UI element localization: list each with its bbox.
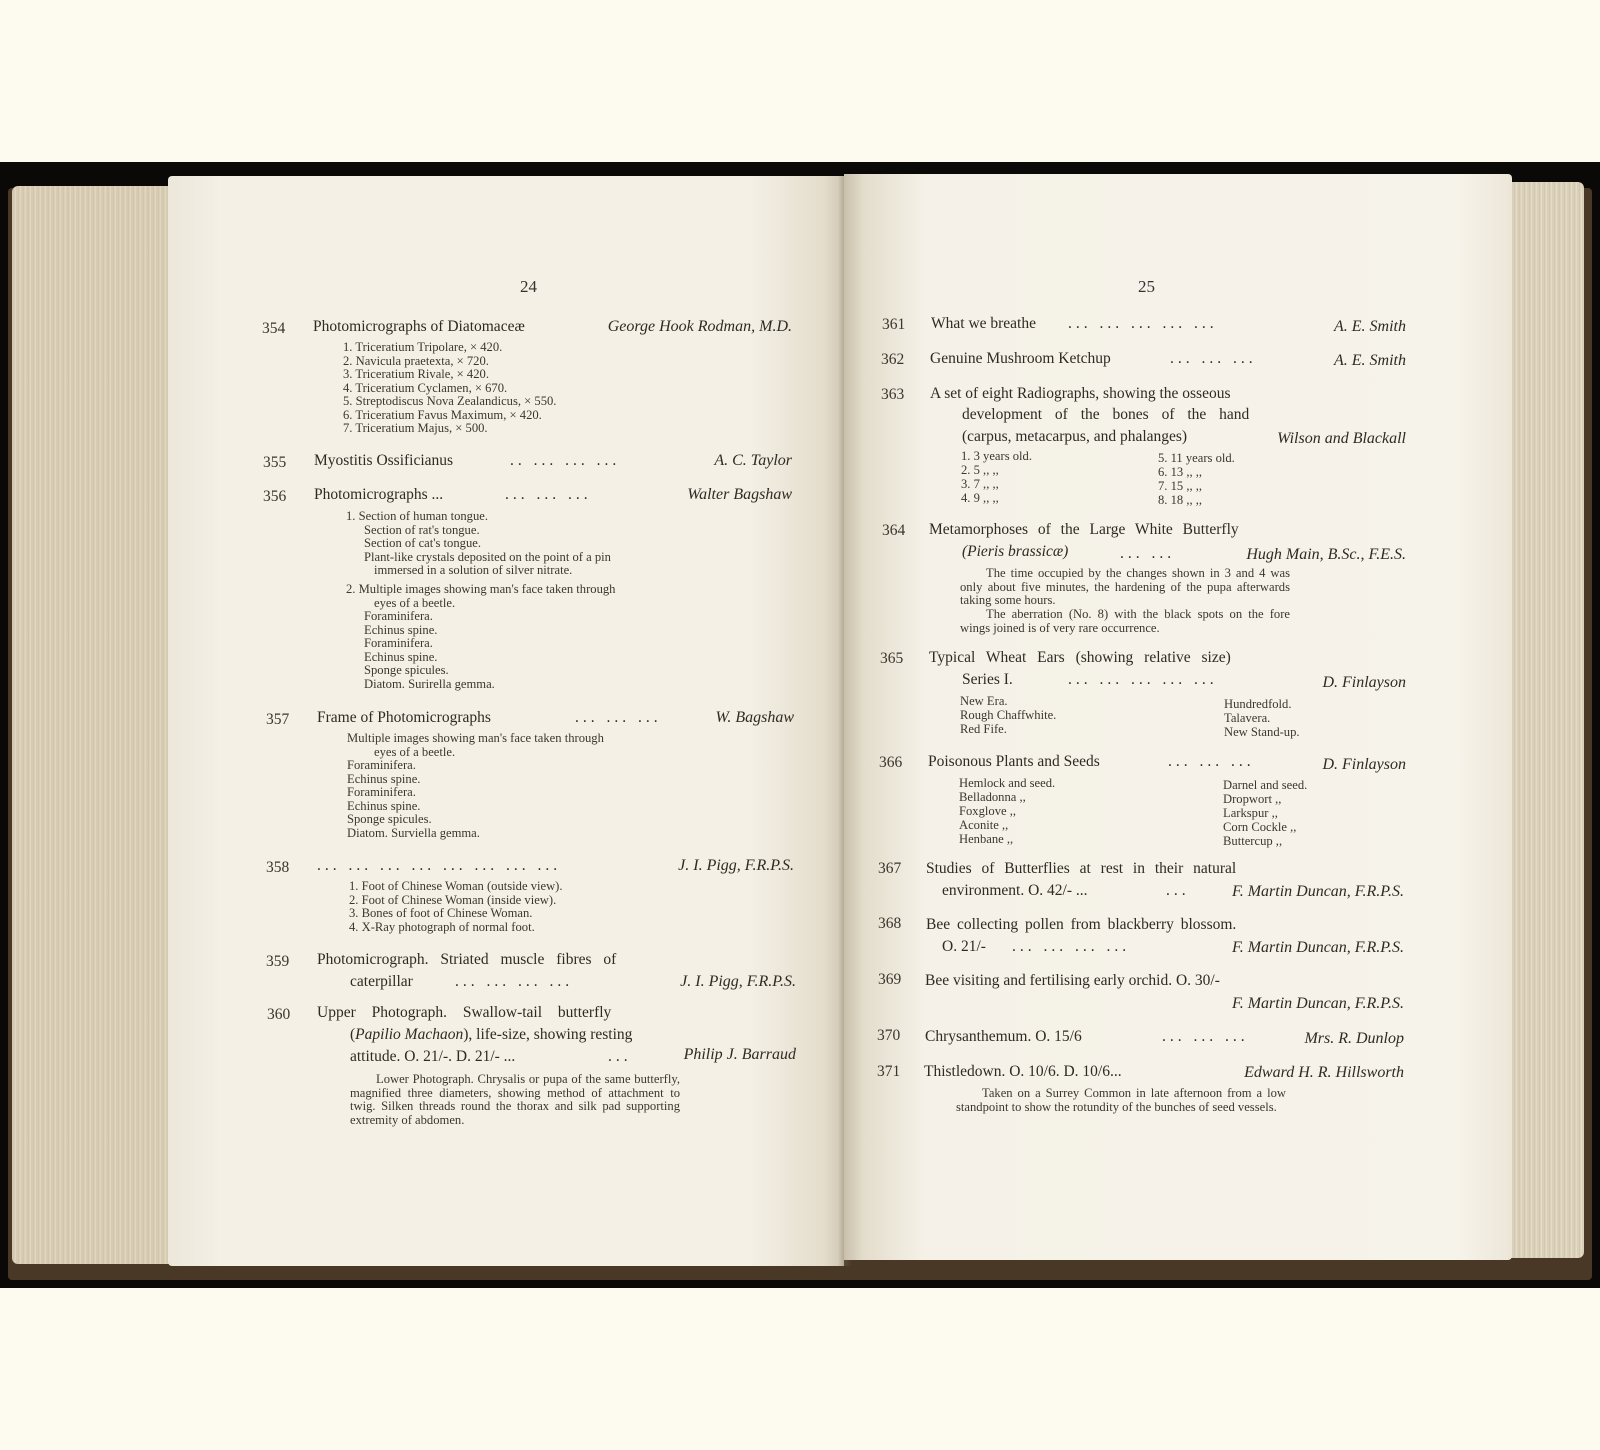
entry-title: What we breathe bbox=[931, 315, 1036, 332]
entry-description: The time occupied by the changes shown in 3 and 4 was only about five minutes, the hardening of the pupa afterwards taking some hours. bbox=[960, 566, 1290, 608]
entry-number: 366 bbox=[879, 754, 903, 771]
entry-number: 364 bbox=[882, 522, 906, 539]
entry-number: 359 bbox=[266, 953, 290, 970]
entry-title: Frame of Photomicrographs bbox=[317, 709, 491, 726]
entry-title: Photomicrograph. Striated muscle fibres of bbox=[317, 951, 617, 968]
list-item: immersed in a solution of silver nitrate. bbox=[374, 563, 573, 577]
entry-author: Wilson and Blackall bbox=[1277, 430, 1406, 447]
list-item: eyes of a beetle. bbox=[374, 596, 456, 610]
entry-author: A. C. Taylor bbox=[714, 452, 792, 469]
entry-number: 358 bbox=[266, 859, 290, 876]
entry-number: 367 bbox=[878, 860, 902, 877]
entry-author: Edward H. R. Hillsworth bbox=[1244, 1064, 1404, 1081]
list-item: Hemlock and seed. bbox=[959, 776, 1056, 790]
list-item: eyes of a beetle. bbox=[374, 745, 456, 759]
paren: ( bbox=[350, 1026, 356, 1043]
entry-title-continued: caterpillar bbox=[350, 973, 413, 990]
list-item: 8. 18 ,, ,, bbox=[1158, 493, 1203, 507]
species-name: (Pieris brassicæ) bbox=[962, 543, 1069, 560]
list-item: 5. 11 years old. bbox=[1158, 451, 1235, 465]
list-item: 2. 5 ,, ,, bbox=[961, 463, 999, 477]
entry-title-continued: environment. O. 42/- ... bbox=[942, 882, 1088, 899]
list-item: Diatom. Surviella gemma. bbox=[347, 826, 480, 840]
list-item: Larkspur ,, bbox=[1223, 806, 1278, 820]
entry-title: Typical Wheat Ears (showing relative size) bbox=[929, 649, 1231, 666]
list-item: Talavera. bbox=[1224, 711, 1271, 725]
entry-author: Philip J. Barraud bbox=[683, 1046, 796, 1063]
list-item: Sponge spicules. bbox=[364, 663, 449, 677]
species-name: Papilio Machaon bbox=[355, 1026, 464, 1043]
entry-title: A set of eight Radiographs, showing the osseous bbox=[930, 385, 1231, 402]
entry-leader-dots: ... ... ... bbox=[1162, 1028, 1249, 1045]
list-item: Foraminifera. bbox=[364, 609, 433, 623]
list-item: 4. X-Ray photograph of normal foot. bbox=[349, 920, 535, 934]
list-item: 1. Triceratium Tripolare, × 420. bbox=[343, 340, 503, 354]
list-item: Henbane ,, bbox=[959, 832, 1014, 846]
entry-author: A. E. Smith bbox=[1334, 352, 1406, 369]
entry-title: Thistledown. O. 10/6. D. 10/6... bbox=[924, 1063, 1122, 1080]
list-item: Multiple images showing man's face taken through bbox=[347, 731, 604, 745]
entry-author: W. Bagshaw bbox=[715, 709, 794, 726]
entry-title: Upper Photograph. Swallow-tail butterfly bbox=[317, 1004, 612, 1021]
entry-title-continued: O. 21/- bbox=[942, 938, 986, 955]
list-item: New Era. bbox=[960, 694, 1008, 708]
entry-number: 371 bbox=[877, 1063, 901, 1080]
entry-leader-dots: ... ... bbox=[1120, 545, 1176, 562]
list-item: New Stand-up. bbox=[1224, 725, 1300, 739]
entry-description: Taken on a Surrey Common in late afternoon from a low standpoint to show the rotundity of the bunches of seed vessels. bbox=[956, 1086, 1286, 1114]
entry-author: J. I. Pigg, F.R.P.S. bbox=[678, 857, 794, 874]
list-item: Plant-like crystals deposited on the point of a pin bbox=[364, 550, 611, 564]
entry-number: 357 bbox=[266, 711, 290, 728]
list-item: Darnel and seed. bbox=[1223, 778, 1308, 792]
entry-title-continued bbox=[350, 1026, 632, 1044]
entry-author: Mrs. R. Dunlop bbox=[1304, 1030, 1404, 1047]
entry-author: Walter Bagshaw bbox=[687, 486, 792, 503]
list-item: Corn Cockle ,, bbox=[1223, 820, 1297, 834]
entry-author: D. Finlayson bbox=[1322, 674, 1406, 691]
entry-number: 361 bbox=[882, 316, 906, 333]
list-item: 4. 9 ,, ,, bbox=[961, 491, 999, 505]
list-item: 3. Bones of foot of Chinese Woman. bbox=[349, 906, 533, 920]
list-item: Sponge spicules. bbox=[347, 812, 432, 826]
entry-leader-dots: ... ... ... ... ... ... ... ... bbox=[317, 857, 562, 874]
list-item: 5. Streptodiscus Nova Zealandicus, × 550. bbox=[343, 394, 557, 408]
entry-leader-dots: ... ... ... ... ... bbox=[1068, 315, 1218, 332]
entry-description: The aberration (No. 8) with the black spots on the fore wings joined is of very rare occurrence. bbox=[960, 607, 1290, 635]
list-item: Rough Chaffwhite. bbox=[960, 708, 1057, 722]
list-item: 6. Triceratium Favus Maximum, × 420. bbox=[343, 408, 542, 422]
list-item: Dropwort ,, bbox=[1223, 792, 1282, 806]
entry-author: F. Martin Duncan, F.R.P.S. bbox=[1231, 995, 1404, 1012]
list-item: Hundredfold. bbox=[1224, 697, 1292, 711]
list-item: Belladonna ,, bbox=[959, 790, 1026, 804]
entry-number: 356 bbox=[263, 488, 287, 505]
list-item: Buttercup ,, bbox=[1223, 834, 1283, 848]
entry-title: Bee collecting pollen from blackberry blossom. bbox=[926, 916, 1237, 933]
entry-author: F. Martin Duncan, F.R.P.S. bbox=[1231, 939, 1404, 956]
title-text: ), life-size, showing resting bbox=[463, 1026, 633, 1043]
entry-title: Metamorphoses of the Large White Butterfly bbox=[929, 521, 1239, 538]
page-number-left: 24 bbox=[520, 277, 537, 296]
list-item: Echinus spine. bbox=[364, 650, 438, 664]
list-item: Red Fife. bbox=[960, 722, 1007, 736]
right-page-edges bbox=[1508, 182, 1584, 1258]
list-item: Foraminifera. bbox=[364, 636, 433, 650]
list-item: Foraminifera. bbox=[347, 785, 416, 799]
entry-number: 354 bbox=[262, 320, 286, 337]
entry-number: 362 bbox=[881, 351, 905, 368]
entry-number: 365 bbox=[880, 650, 904, 667]
list-item: Foxglove ,, bbox=[959, 804, 1017, 818]
entry-leader-dots: ... ... ... ... ... bbox=[1068, 671, 1218, 688]
entry-author: A. E. Smith bbox=[1334, 318, 1406, 335]
entry-leader-dots: ... ... ... bbox=[575, 709, 662, 726]
entry-title: Bee visiting and fertilising early orchid. O. 30/- bbox=[925, 972, 1220, 989]
list-item: 2. Multiple images showing man's face taken through bbox=[346, 582, 616, 596]
entry-author: J. I. Pigg, F.R.P.S. bbox=[680, 973, 796, 990]
entry-number: 360 bbox=[267, 1006, 291, 1023]
list-item: Section of rat's tongue. bbox=[364, 523, 480, 537]
list-item: 6. 13 ,, ,, bbox=[1158, 465, 1203, 479]
left-page-edges bbox=[12, 186, 174, 1264]
list-item: 4. Triceratium Cyclamen, × 670. bbox=[343, 381, 508, 395]
page-number-right: 25 bbox=[1138, 277, 1155, 296]
entry-title: Poisonous Plants and Seeds bbox=[928, 753, 1100, 770]
entry-leader-dots: ... ... ... bbox=[505, 486, 592, 503]
list-item: 2. Navicula praetexta, × 720. bbox=[343, 354, 489, 368]
entry-number: 370 bbox=[877, 1027, 901, 1044]
entry-title-continued: attitude. O. 21/-. D. 21/- ... bbox=[350, 1048, 516, 1065]
list-item: Section of cat's tongue. bbox=[364, 536, 481, 550]
list-item: Foraminifera. bbox=[347, 758, 416, 772]
list-item: 1. Section of human tongue. bbox=[346, 509, 489, 523]
entry-title: Studies of Butterflies at rest in their natural bbox=[926, 860, 1237, 877]
entry-title: Photomicrographs of Diatomaceæ bbox=[313, 318, 525, 335]
list-item: 3. Triceratium Rivale, × 420. bbox=[343, 367, 489, 381]
entry-title: Genuine Mushroom Ketchup bbox=[930, 350, 1111, 367]
list-item: 1. Foot of Chinese Woman (outside view). bbox=[349, 879, 563, 893]
entry-title: Myostitis Ossificianus bbox=[314, 452, 454, 469]
list-item: Diatom. Surirella gemma. bbox=[364, 677, 495, 691]
entry-number: 369 bbox=[878, 971, 902, 988]
entry-number: 355 bbox=[263, 454, 287, 471]
entry-leader-dots: ... ... ... ... bbox=[1012, 938, 1131, 955]
entry-leader-dots: ... bbox=[1166, 882, 1190, 899]
entry-leader-dots: ... bbox=[608, 1048, 632, 1065]
list-item: Echinus spine. bbox=[347, 799, 421, 813]
entry-number: 368 bbox=[878, 915, 902, 932]
entry-leader-dots: .. ... ... ... bbox=[510, 452, 621, 469]
list-item: 2. Foot of Chinese Woman (inside view). bbox=[349, 893, 557, 907]
entry-title: Photomicrographs ... bbox=[314, 486, 444, 503]
entry-title-continued: Series I. bbox=[962, 671, 1013, 688]
entry-number: 363 bbox=[881, 386, 905, 403]
entry-author: George Hook Rodman, M.D. bbox=[607, 318, 792, 335]
entry-author: F. Martin Duncan, F.R.P.S. bbox=[1231, 883, 1404, 900]
list-item: Echinus spine. bbox=[364, 623, 438, 637]
list-item: 7. Triceratium Majus, × 500. bbox=[343, 421, 488, 435]
entry-title-continued: (carpus, metacarpus, and phalanges) bbox=[962, 428, 1188, 445]
list-item: Echinus spine. bbox=[347, 772, 421, 786]
entry-description: Lower Photograph. Chrysalis or pupa of the same butterfly, magnified three diameters, showing method of attachment to twig. Silken threads round the thorax and silk pad supporting extremity of abdomen. bbox=[350, 1072, 680, 1127]
list-item: 3. 7 ,, ,, bbox=[961, 477, 999, 491]
list-item: Aconite ,, bbox=[959, 818, 1009, 832]
entry-leader-dots: ... ... ... bbox=[1168, 753, 1255, 770]
entry-author: D. Finlayson bbox=[1322, 756, 1406, 773]
entry-leader-dots: ... ... ... ... bbox=[455, 973, 574, 990]
list-item: 1. 3 years old. bbox=[961, 449, 1032, 463]
entry-leader-dots: ... ... ... bbox=[1170, 350, 1257, 367]
entry-author: Hugh Main, B.Sc., F.E.S. bbox=[1246, 546, 1406, 563]
entry-title-continued: development of the bones of the hand bbox=[962, 406, 1250, 423]
list-item: 7. 15 ,, ,, bbox=[1158, 479, 1203, 493]
entry-title: Chrysanthemum. O. 15/6 bbox=[925, 1028, 1082, 1045]
